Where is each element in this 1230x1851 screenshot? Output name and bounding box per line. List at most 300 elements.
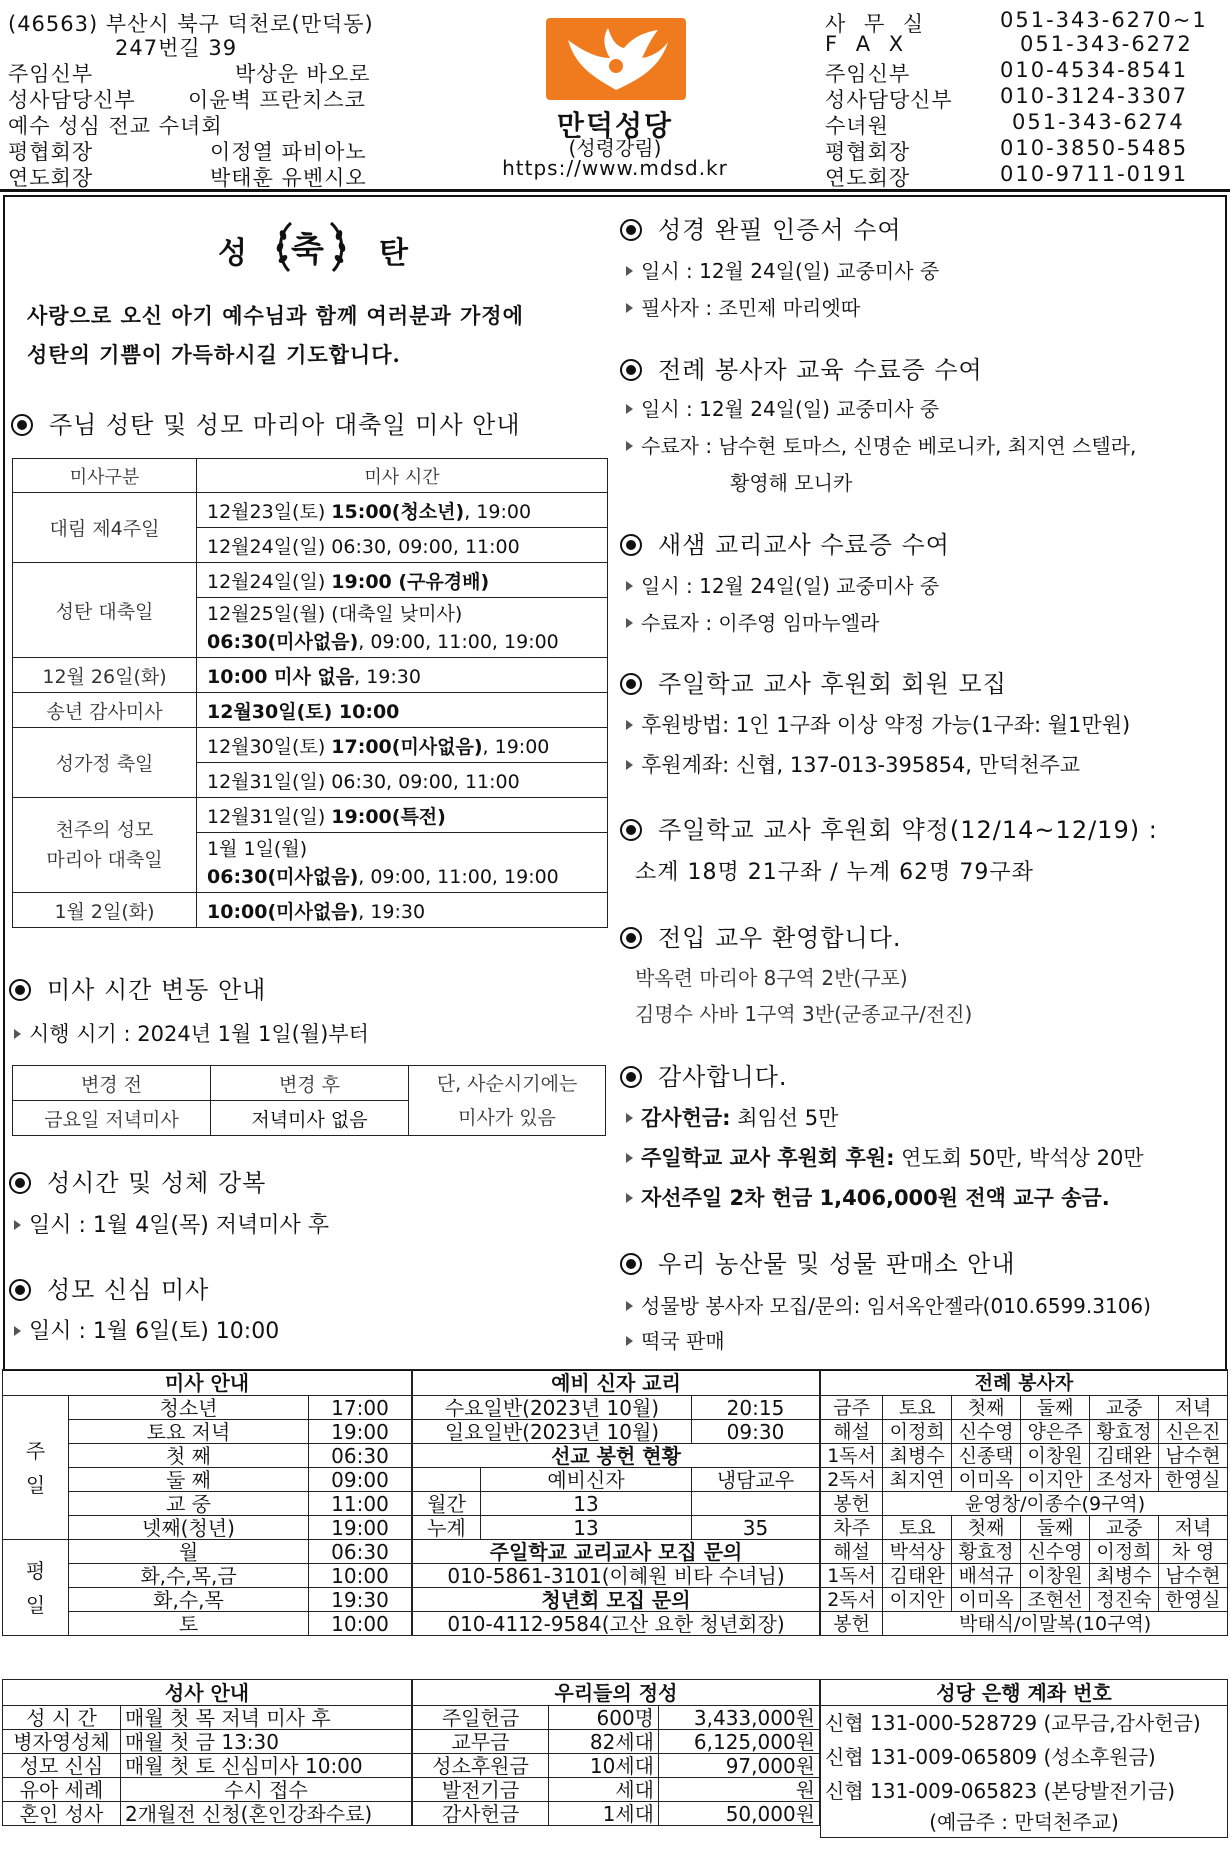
sacraments-table <box>2 1679 412 1826</box>
table-cell: 매월 첫 토 신심미사 10:00 <box>121 1754 412 1778</box>
table-cell: 10:00 <box>309 1564 412 1588</box>
table-row <box>413 1468 820 1492</box>
table-cell: 토요 <box>883 1396 952 1420</box>
bullet-icon <box>620 819 642 841</box>
table-header-row <box>413 1444 820 1468</box>
table-row <box>413 1754 820 1778</box>
christmas-greeting-line-2: 성탄의 기쁨이 가득하시길 기도합니다. <box>27 342 401 367</box>
table-row <box>13 658 608 693</box>
triangle-bullet-icon <box>626 1153 633 1163</box>
table-cell <box>692 1492 820 1516</box>
table-cell: 19:30 <box>309 1588 412 1612</box>
table-row <box>13 563 608 598</box>
mass-category-line: 천주의 성모 <box>55 819 154 841</box>
table-header-cell: 변경 전 <box>13 1066 211 1101</box>
list-item <box>626 1182 1110 1212</box>
item-text: 수료자 : 남수현 토마스, 신명순 베로니카, 최지연 스텔라, <box>641 434 1137 458</box>
table-cell: 신종택 <box>952 1444 1021 1468</box>
table-cell: 양은주 <box>1021 1420 1090 1444</box>
table-cell: 82세대 <box>549 1730 659 1754</box>
list-item <box>626 749 1080 779</box>
table-cell: 06:30 <box>309 1444 412 1468</box>
table-title: 전례 봉사자 <box>821 1370 1228 1396</box>
mass-time-text: 12월25일(월) (대축일 낮미사) <box>207 602 463 625</box>
table-cell: 누계 <box>413 1516 481 1540</box>
header-right-value: 010-9711-0191 <box>1000 162 1189 186</box>
triangle-bullet-icon <box>626 1193 633 1203</box>
table-cell: 이지안 <box>1021 1468 1090 1492</box>
mass-time-text: , 19:00 <box>482 735 550 758</box>
welcome-line: 박옥련 마리아 8구역 2반(구포) <box>635 966 908 990</box>
item-text: 최임선 5만 <box>730 1106 839 1130</box>
mass-time-text: 12월31일(일) <box>207 805 332 828</box>
mary-mass-title: 성모 신심 미사 <box>47 1276 210 1304</box>
table-row <box>13 728 608 763</box>
table-cell: 이창원 <box>1021 1444 1090 1468</box>
christmas-title-mid: 축 <box>291 230 324 270</box>
liturgy-servers-table <box>820 1369 1228 1636</box>
section-heading <box>620 810 1158 845</box>
section-heading <box>620 210 902 245</box>
table-header-row <box>413 1540 820 1564</box>
table-row <box>3 1706 412 1730</box>
table-cell: 냉담교우 <box>692 1468 820 1492</box>
triangle-bullet-icon <box>626 404 633 414</box>
table-cell: 토요 저녁 <box>69 1420 309 1444</box>
bank-account: 신협 131-009-065809 (성소후원금) <box>821 1740 1228 1774</box>
section-heading <box>620 1057 788 1092</box>
table-cell: 황효정 <box>952 1540 1021 1564</box>
table-cell: 교중 <box>1090 1396 1159 1420</box>
mass-category <box>13 798 197 893</box>
parish-name: 만덕성당 <box>556 109 674 142</box>
triangle-bullet-icon <box>626 1113 633 1123</box>
mass-time <box>197 493 608 528</box>
table-cell: 혼인 성사 <box>3 1802 121 1826</box>
table-row <box>821 1740 1228 1774</box>
header-right-label: 주임신부 <box>825 62 911 86</box>
table-row <box>413 1396 820 1420</box>
table-cell: 둘째 <box>1021 1396 1090 1420</box>
table-cell: 박태식/이말복(10구역) <box>883 1612 1228 1636</box>
list-item <box>14 1018 369 1048</box>
table-cell: 봉헌 <box>821 1492 883 1516</box>
table-cell: 봉헌 <box>821 1612 883 1636</box>
table-cell: 원 <box>659 1778 820 1802</box>
item-text: 일시 : 12월 24일(일) 교중미사 중 <box>641 574 940 598</box>
section-heading <box>620 525 950 560</box>
item-text: 성물방 봉사자 모집/문의: 임서옥안젤라(010.6599.3106) <box>641 1294 1151 1318</box>
mass-time-text: 12월30일(토) <box>207 735 332 758</box>
table-cell: 유아 세례 <box>3 1778 121 1802</box>
header-left-value: 이정열 파비아노 <box>210 140 367 164</box>
table-row <box>821 1588 1228 1612</box>
parish-url-link[interactable]: https://www.mdsd.kr <box>502 156 728 180</box>
mass-time-bold: 06:30(미사없음) <box>207 630 359 653</box>
mass-time <box>197 598 608 658</box>
table-cell: 김태완 <box>1090 1444 1159 1468</box>
table-cell: 성소후원금 <box>413 1754 549 1778</box>
table-cell: 첫 째 <box>69 1444 309 1468</box>
table-cell: 최병수 <box>883 1444 952 1468</box>
table-cell: 주일헌금 <box>413 1706 549 1730</box>
mass-time: 12월24일(일) 06:30, 09:00, 11:00 <box>197 528 608 563</box>
header-right-label: 수녀원 <box>825 114 889 138</box>
table-header-row <box>413 1370 820 1396</box>
triangle-bullet-icon <box>626 441 633 451</box>
table-cell: 1독서 <box>821 1564 883 1588</box>
list-item <box>626 570 939 599</box>
table-cell: 차주 <box>821 1516 883 1540</box>
list-item <box>626 430 1136 459</box>
table-cell: 첫째 <box>952 1396 1021 1420</box>
table-cell: 1세대 <box>549 1802 659 1826</box>
triangle-bullet-icon <box>14 1220 21 1230</box>
table-cell: 금주 <box>821 1396 883 1420</box>
table-cell: 매월 첫 금 13:30 <box>121 1730 412 1754</box>
table-cell: 수시 접수 <box>121 1778 412 1802</box>
address-line-1: (46563) 부산시 북구 덕천로(만덕동) <box>8 12 374 36</box>
table-cell: 13 <box>481 1516 692 1540</box>
table-header-row <box>3 1680 412 1706</box>
table-row <box>3 1730 412 1754</box>
table-cell: 이창원 <box>1021 1564 1090 1588</box>
header-right-label: 성사담당신부 <box>825 88 953 112</box>
header-right-value: 010-3124-3307 <box>1000 84 1189 108</box>
header-left-label: 성사담당신부 <box>8 88 136 112</box>
table-header-row <box>3 1370 412 1396</box>
table-cell: 교 중 <box>69 1492 309 1516</box>
table-cell: 06:30 <box>309 1540 412 1564</box>
table-cell: 윤영창/이종수(9구역) <box>883 1492 1228 1516</box>
list-item <box>626 393 939 422</box>
table-row <box>821 1808 1228 1838</box>
table-cell: 김태완 <box>883 1564 952 1588</box>
table-cell: 저녁 <box>1159 1516 1228 1540</box>
table-cell: 배석규 <box>952 1564 1021 1588</box>
table-cell: 넷째(청년) <box>69 1516 309 1540</box>
mass-time-text: , 19:00 <box>464 500 532 523</box>
table-cell: 19:00 <box>309 1420 412 1444</box>
table-cell: 17:00 <box>309 1396 412 1420</box>
table-title: 예비 신자 교리 <box>413 1370 820 1396</box>
mass-guide-title: 주님 성탄 및 성모 마리아 대축일 미사 안내 <box>49 411 521 439</box>
table-cell: 발전기금 <box>413 1778 549 1802</box>
table-cell: 최지연 <box>883 1468 952 1492</box>
triangle-bullet-icon <box>14 1326 21 1336</box>
header-right-label: 연도회장 <box>825 166 911 190</box>
mass-time <box>197 833 608 893</box>
item-bold: 주일학교 교사 후원회 후원: <box>641 1146 895 1170</box>
table-row <box>821 1774 1228 1808</box>
mass-info-table <box>2 1369 412 1636</box>
table-cell: 010-4112-9584(고산 요한 청년회장) <box>413 1612 820 1636</box>
table-cell: 남수현 <box>1159 1564 1228 1588</box>
mass-category: 성탄 대축일 <box>13 563 197 658</box>
item-bold: 자선주일 2차 헌금 1,406,000원 전액 교구 송금. <box>641 1186 1110 1210</box>
welcome-title: 전입 교우 환영합니다. <box>658 924 902 952</box>
table-cell: 화,수,목 <box>69 1588 309 1612</box>
mass-time <box>197 658 608 693</box>
section-heading <box>620 350 983 385</box>
table-cell: 신수영 <box>1021 1540 1090 1564</box>
table-row <box>13 493 608 528</box>
table-cell: 둘째 <box>1021 1516 1090 1540</box>
list-item <box>626 292 860 321</box>
mass-category: 대림 제4주일 <box>13 493 197 563</box>
table-cell: 세대 <box>549 1778 659 1802</box>
section-heading <box>620 1244 1016 1279</box>
table-cell: 금요일 저녁미사 <box>13 1101 211 1136</box>
table-row <box>821 1540 1228 1564</box>
pledge-line: 소계 18명 21구좌 / 누계 62명 79구좌 <box>635 860 1034 885</box>
item-text: 일시 : 12월 24일(일) 교중미사 중 <box>641 397 940 421</box>
table-cell: 월간 <box>413 1492 481 1516</box>
triangle-bullet-icon <box>14 1029 21 1039</box>
table-cell: 황효정 <box>1090 1420 1159 1444</box>
item-text: 수료자 : 이주영 임마누엘라 <box>641 611 880 635</box>
table-cell: 신은진 <box>1159 1420 1228 1444</box>
mass-time: 12월31일(일) 06:30, 09:00, 11:00 <box>197 763 608 798</box>
table-cell: 월 <box>69 1540 309 1564</box>
table-cell: 이미옥 <box>952 1468 1021 1492</box>
label-char: 주 <box>25 1438 46 1463</box>
table-cell: 저녁 <box>1159 1396 1228 1420</box>
table-cell: 교중 <box>1090 1516 1159 1540</box>
table-cell: 매월 첫 목 저녁 미사 후 <box>121 1706 412 1730</box>
table-cell: 화,수,목,금 <box>69 1564 309 1588</box>
section-heading <box>9 1163 266 1198</box>
header-left-label: 연도회장 <box>8 166 94 190</box>
list-item <box>14 1208 329 1239</box>
label-char: 일 <box>25 1472 46 1497</box>
table-row <box>821 1444 1228 1468</box>
table-header-row <box>413 1680 820 1706</box>
table-cell: 최병수 <box>1090 1564 1159 1588</box>
table-row <box>413 1420 820 1444</box>
table-cell: 6,125,000원 <box>659 1730 820 1754</box>
list-item <box>626 1325 725 1354</box>
section-heading <box>620 664 1007 699</box>
table-header-row <box>821 1680 1228 1706</box>
mass-time <box>197 893 608 928</box>
table-cell: 둘 째 <box>69 1468 309 1492</box>
christmas-title-left: 성 <box>218 236 247 271</box>
table-row <box>3 1778 412 1802</box>
table-row <box>413 1802 820 1826</box>
bank-holder: (예금주 : 만덕천주교) <box>821 1808 1228 1838</box>
list-item <box>626 1290 1151 1319</box>
table-title: 선교 봉헌 현황 <box>413 1444 820 1468</box>
table-cell: 600명 <box>549 1706 659 1730</box>
table-cell: 이정희 <box>883 1420 952 1444</box>
table-row <box>413 1778 820 1802</box>
table-row <box>413 1706 820 1730</box>
bullet-icon <box>620 219 642 241</box>
bullet-icon <box>620 534 642 556</box>
table-cell: 토요 <box>883 1516 952 1540</box>
table-cell: 병자영성체 <box>3 1730 121 1754</box>
mass-time-text: , 09:00, 11:00, 19:00 <box>358 865 559 888</box>
bullet-icon <box>620 927 642 949</box>
bank-account: 신협 131-000-528729 (교무금,감사헌금) <box>821 1706 1228 1740</box>
mass-time: 12월30일(토) 10:00 <box>197 693 608 728</box>
catechist-title: 새샘 교리교사 수료증 수여 <box>658 531 950 559</box>
table-cell: 이지안 <box>883 1588 952 1612</box>
table-cell: 10:00 <box>309 1612 412 1636</box>
mass-category-line: 마리아 대축일 <box>46 849 163 871</box>
list-item <box>626 1102 838 1132</box>
bank-account: 신협 131-009-065823 (본당발전기금) <box>821 1774 1228 1808</box>
mass-time-bold: 17:00(미사없음) <box>331 735 483 758</box>
table-row <box>13 693 608 728</box>
table-cell: 청소년 <box>69 1396 309 1420</box>
offering-table <box>412 1679 820 1826</box>
christmas-mass-table <box>12 458 608 928</box>
item-text: 일시 : 12월 24일(일) 교중미사 중 <box>641 259 940 283</box>
mass-time-bold: 06:30(미사없음) <box>207 865 359 888</box>
table-cell: 저녁미사 없음 <box>211 1101 409 1136</box>
item-text: 필사자 : 조민제 마리엣따 <box>641 296 861 320</box>
item-text: 연도회 50만, 박석상 20만 <box>894 1146 1144 1170</box>
table-row <box>413 1730 820 1754</box>
welcome-line: 김명수 사바 1구역 3반(군종교구/전진) <box>635 1002 973 1026</box>
table-cell: 09:30 <box>692 1420 820 1444</box>
mass-time-bold: 10:00(미사없음) <box>207 900 359 923</box>
bullet-icon <box>620 359 642 381</box>
header-right-label: 평협회장 <box>825 140 911 164</box>
header-right-value: 051-343-6274 <box>1012 110 1185 134</box>
table-header-row <box>413 1588 820 1612</box>
dove-flame-logo-icon <box>546 18 686 100</box>
table-row <box>3 1540 412 1564</box>
table-title: 성당 은행 계좌 번호 <box>821 1680 1228 1706</box>
section-heading <box>9 1270 209 1305</box>
header-left-label: 주임신부 <box>8 62 94 86</box>
table-row <box>3 1802 412 1826</box>
table-header-row <box>821 1370 1228 1396</box>
mass-time-text: , 19:30 <box>354 665 421 688</box>
item-bold: 감사헌금: <box>641 1106 731 1130</box>
bullet-icon <box>620 1066 642 1088</box>
table-title: 성사 안내 <box>3 1680 412 1706</box>
header-right-value: 051-343-6270~1 <box>1000 8 1208 32</box>
table-cell: 일요일반(2023년 10월) <box>413 1420 692 1444</box>
item-text: 후원계좌: 신협, 137-013-395854, 만덕천주교 <box>641 753 1081 777</box>
bible-title: 성경 완필 인증서 수여 <box>658 216 902 244</box>
mass-time-bold: 19:00 (구유경배) <box>331 570 490 593</box>
table-title: 미사 안내 <box>3 1370 412 1396</box>
item-text: 떡국 판매 <box>641 1329 725 1353</box>
adoration-title: 성시간 및 성체 강복 <box>47 1169 267 1197</box>
header-right-value: 051-343-6272 <box>1020 32 1193 56</box>
triangle-bullet-icon <box>626 581 633 591</box>
table-cell: 35 <box>692 1516 820 1540</box>
table-cell: 토 <box>69 1612 309 1636</box>
table-header-cell: 변경 후 <box>211 1066 409 1101</box>
list-item-continuation: 황영해 모니카 <box>730 471 853 495</box>
header-right-value: 010-3850-5485 <box>1000 136 1189 160</box>
table-row <box>821 1706 1228 1740</box>
table-cell: 한영실 <box>1159 1468 1228 1492</box>
label-char: 일 <box>25 1592 46 1617</box>
catechumen-table <box>412 1369 820 1636</box>
table-cell: 박석상 <box>883 1540 952 1564</box>
table-header-row <box>13 1066 606 1101</box>
shop-title: 우리 농산물 및 성물 판매소 안내 <box>658 1250 1016 1278</box>
list-item <box>14 1314 279 1345</box>
mass-change-title: 미사 시간 변동 안내 <box>47 976 267 1004</box>
triangle-bullet-icon <box>626 760 633 770</box>
mass-time <box>197 728 608 763</box>
table-cell: 수요일반(2023년 10월) <box>413 1396 692 1420</box>
table-row <box>821 1468 1228 1492</box>
bullet-icon <box>620 1253 642 1275</box>
table-row <box>13 798 608 833</box>
mass-time-bold: 19:00(특전) <box>331 805 446 828</box>
list-item <box>626 1142 1144 1172</box>
triangle-bullet-icon <box>626 266 633 276</box>
table-row <box>413 1516 820 1540</box>
header-left-value: 박태훈 유벤시오 <box>210 166 367 190</box>
table-row <box>3 1396 412 1420</box>
label-char: 평 <box>25 1558 46 1583</box>
table-cell: 성 시 간 <box>3 1706 121 1730</box>
mass-category: 송년 감사미사 <box>13 693 197 728</box>
table-cell: 2독서 <box>821 1468 883 1492</box>
bulletin-header <box>0 0 1230 192</box>
table-row <box>821 1564 1228 1588</box>
note-line: 미사가 있음 <box>458 1106 556 1129</box>
table-title: 청년회 모집 문의 <box>413 1588 820 1612</box>
mass-category: 성가정 축일 <box>13 728 197 798</box>
list-item <box>626 255 939 284</box>
sunday-label <box>3 1396 69 1540</box>
table-cell: 09:00 <box>309 1468 412 1492</box>
table-cell: 남수현 <box>1159 1444 1228 1468</box>
table-cell: 10세대 <box>549 1754 659 1778</box>
table-title: 우리들의 정성 <box>413 1680 820 1706</box>
table-row <box>413 1564 820 1588</box>
header-left-value: 이윤벽 프란치스코 <box>188 88 366 112</box>
table-row <box>3 1754 412 1778</box>
table-cell: 첫째 <box>952 1516 1021 1540</box>
christmas-title-right: 탄 <box>379 236 408 271</box>
table-row <box>413 1492 820 1516</box>
bullet-icon <box>620 673 642 695</box>
table-cell: 2독서 <box>821 1588 883 1612</box>
bullet-icon <box>9 1172 31 1194</box>
header-right-label: 사 무 실 <box>825 12 930 36</box>
item-text: 후원방법: 1인 1구좌 이상 약정 가능(1구좌: 월1만원) <box>641 713 1131 737</box>
table-header-cell: 미사구분 <box>13 459 197 493</box>
section-heading <box>11 405 521 440</box>
pledge-title: 주일학교 교사 후원회 약정(12/14~12/19) : <box>658 816 1158 844</box>
table-cell: 1독서 <box>821 1444 883 1468</box>
table-header-row <box>13 459 608 493</box>
header-left-value: 박상운 바오로 <box>235 62 371 86</box>
list-item <box>626 709 1130 739</box>
list-item <box>626 607 879 636</box>
mass-time-bold: 10:00 미사 없음 <box>207 665 355 688</box>
table-cell: 97,000원 <box>659 1754 820 1778</box>
mass-category: 1월 2일(화) <box>13 893 197 928</box>
bullet-icon <box>9 979 31 1001</box>
header-left-label: 평협회장 <box>8 140 94 164</box>
mass-time <box>197 563 608 598</box>
mary-mass-item: 일시 : 1월 6일(토) 10:00 <box>29 1319 280 1344</box>
table-cell: 예비신자 <box>481 1468 692 1492</box>
